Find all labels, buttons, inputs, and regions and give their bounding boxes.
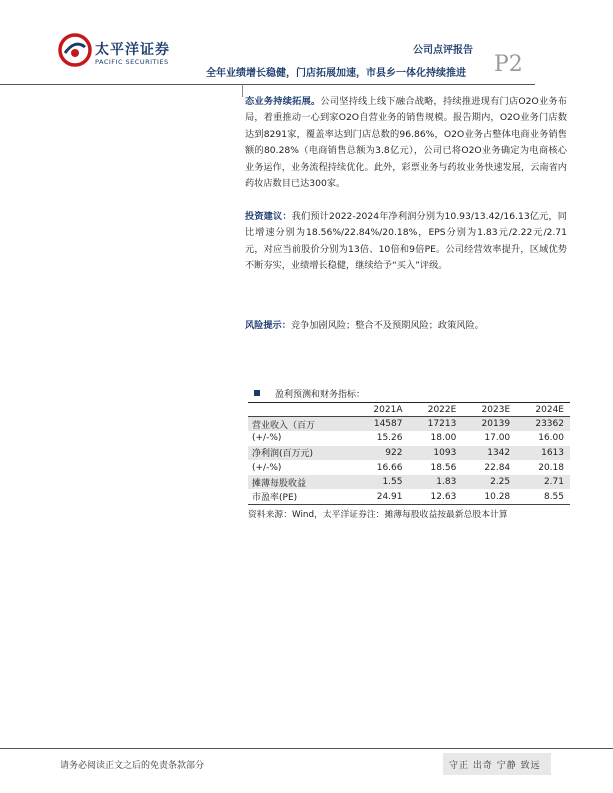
table-cell: 1342	[462, 446, 516, 461]
table-cell: 1.83	[408, 475, 462, 490]
business-expansion-paragraph	[245, 94, 567, 192]
report-type-label: 公司点评报告	[413, 45, 473, 56]
column-header: 2021A	[373, 405, 403, 415]
table-row	[248, 460, 570, 475]
row-label: (+/-%)	[252, 462, 282, 473]
table-cell: 20139	[462, 417, 516, 432]
table-cell: 17213	[408, 417, 462, 432]
table-cell: 8.55	[543, 491, 564, 502]
investment-advice-lead: 投资建议：	[245, 211, 292, 222]
table-cell: 14587	[354, 417, 408, 432]
table-cell: 22.84	[484, 462, 511, 473]
table-cell: 17.00	[484, 433, 511, 444]
table-source-note: 资料来源：Wind，太平洋证券注：摊薄每股收益按最新总股本计算	[248, 509, 508, 520]
investment-advice-paragraph	[245, 209, 567, 275]
table-row	[248, 431, 570, 446]
column-header: 2024E	[535, 405, 564, 415]
table-cell: 10.28	[484, 491, 511, 502]
table-cell: 16.66	[376, 462, 403, 473]
table-cell: 2.25	[462, 475, 516, 490]
column-header: 2023E	[481, 405, 511, 415]
row-label: 市盈率(PE)	[252, 493, 298, 504]
financial-forecast-table	[248, 402, 570, 505]
table-cell: 18.00	[430, 433, 457, 444]
table-caption	[248, 386, 570, 402]
table-cell: 20.18	[538, 462, 564, 473]
footer-disclaimer: 请务必阅读正文之后的免责条款部分	[60, 761, 205, 771]
page-number: P2	[494, 52, 523, 77]
financial-forecast-table-section	[248, 386, 570, 520]
table-cell: 12.63	[430, 491, 457, 502]
table-cell: 15.26	[376, 433, 403, 444]
table-row	[248, 417, 570, 432]
caption-square-icon	[254, 390, 260, 396]
table-row	[248, 489, 570, 504]
table-cell: 1093	[408, 446, 462, 461]
table-row	[248, 446, 570, 461]
table-cell: 2.71	[516, 475, 570, 490]
table-cell: 922	[354, 446, 408, 461]
company-logo	[58, 33, 178, 73]
header-divider	[0, 84, 535, 85]
column-header	[248, 403, 354, 417]
table-row	[248, 475, 570, 490]
paragraph-text: 公司坚持线上线下融合战略，持续推进现有门店O2O业务布局，着重推动一心到家O2O自营业务的销售规模。报告期内，O2O业务门店数达到8291家，覆盖率达到门店总数的96.86%，O2O业务占整体电商业务销售额的80.28%（电商销售总额为3.8亿元），公司已将O2O业务确定为电商核心业务运作，业务流程持续优化。此外，彩票业务与药妆业务快速发展，云南省内药妆店数目已达300家。	[245, 96, 567, 190]
table-cell: 18.56	[430, 462, 457, 473]
table-header-row	[248, 403, 570, 417]
table-cell: 16.00	[538, 433, 564, 444]
row-label: 净利润(百万元)	[248, 446, 354, 461]
logo-chinese-name: 太平洋证券	[95, 42, 170, 58]
investment-advice-text: 我们预计2022-2024年净利润分别为10.93/13.42/16.13亿元，同比增速分别为18.56%/22.84%/20.18%，EPS分别为1.83元/2.22元/2.71元，对应当前股价分别为13倍、10倍和9倍PE。公司经营效率提升，区域优势不断夯实，业绩增长稳健，继续给予“买入”评级。	[245, 211, 567, 272]
row-label: (+/-%)	[252, 433, 282, 444]
header-tick-divider	[242, 84, 243, 97]
row-label: 摊薄每股收益	[248, 475, 354, 490]
footer-divider	[0, 748, 613, 749]
footer-motto: 守正 出奇 宁静 致远	[443, 753, 551, 775]
table-cell: 23362	[516, 417, 570, 432]
risk-warning-paragraph	[245, 318, 567, 334]
logo-english-name: PACIFIC SECURITIES	[95, 58, 169, 66]
report-header-title: 全年业绩增长稳健，门店拓展加速，市县乡一体化持续推进	[206, 68, 466, 79]
column-header: 2022E	[427, 405, 457, 415]
pacific-securities-logo-icon	[58, 33, 92, 67]
table-caption-text: 盈利预测和财务指标：	[275, 390, 366, 400]
table-cell: 1.55	[354, 475, 408, 490]
risk-warning-text: 竞争加剧风险；整合不及预期风险；政策风险。	[290, 320, 484, 331]
paragraph-lead: 态业务持续拓展。	[245, 96, 321, 107]
risk-warning-lead: 风险提示：	[245, 320, 291, 331]
table-cell: 24.91	[376, 491, 403, 502]
row-label: 营业收入（百万	[248, 417, 354, 432]
table-cell: 1613	[516, 446, 570, 461]
